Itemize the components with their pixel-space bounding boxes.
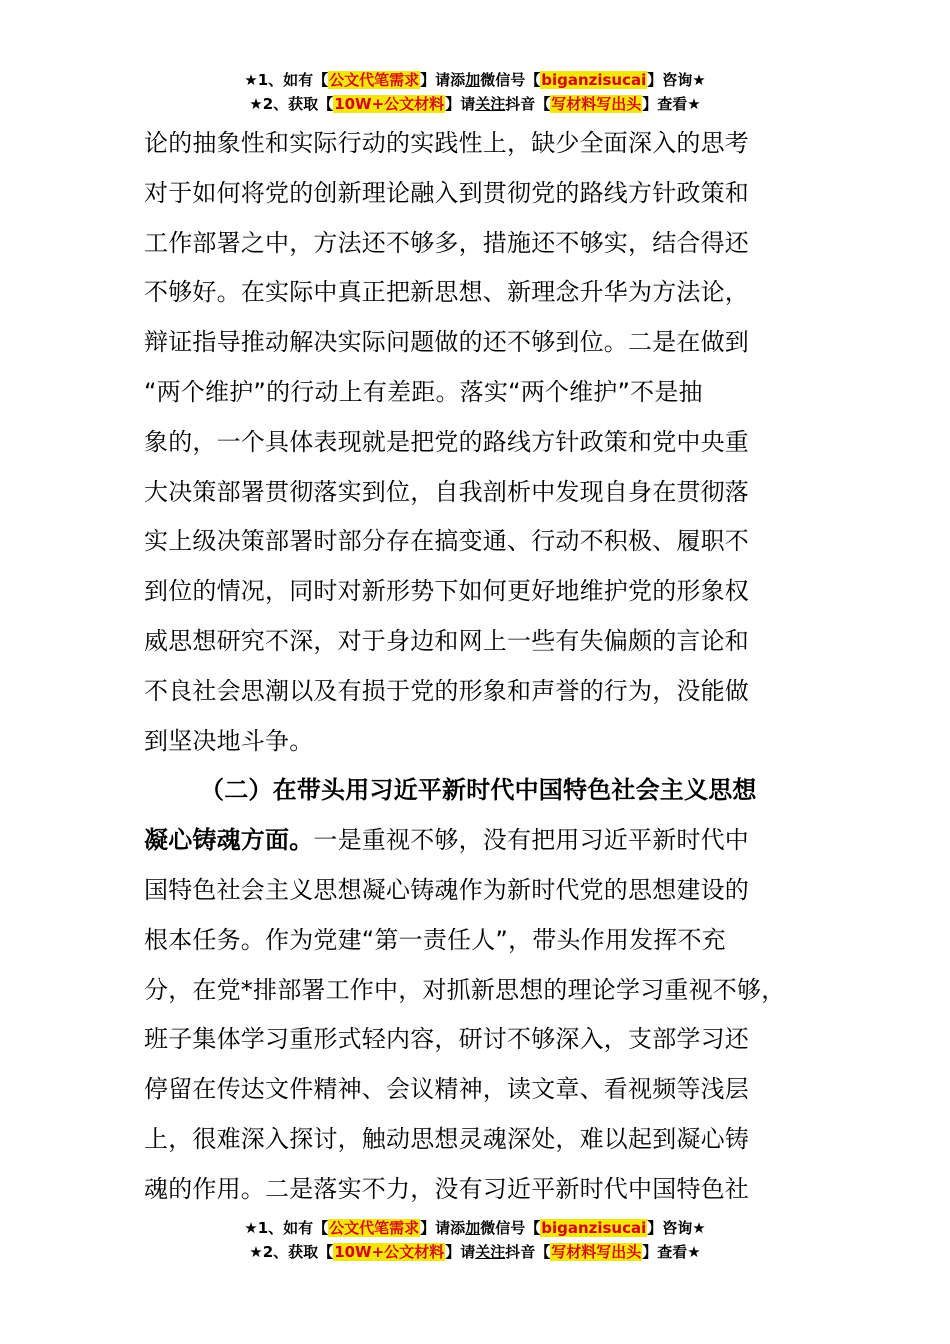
section-heading: （二）在带头用习近平新时代中国特色社会主义思想 (200, 776, 757, 805)
body-line: 停留在传达文件精神、会议精神，读文章、看视频等浅层 (144, 1075, 749, 1104)
highlight-wechat-id: biganzisucai (541, 1219, 647, 1237)
highlight-douyin: 写材料写出头 (551, 95, 642, 113)
body-line: 大决策部署贯彻落实到位，自我剖析中发现自身在贯彻落 (144, 477, 749, 506)
body-line: 不够好。在实际中真正把新思想、新理念升华为方法论， (144, 278, 749, 307)
body-line: 班子集体学习重形式轻内容，研讨不够深入，支部学习还 (144, 1025, 749, 1054)
body-line: 到位的情况，同时对新形势下如何更好地维护党的形象权 (144, 577, 749, 606)
body-line: 分，在党*排部署工作中，对抓新思想的理论学习重视不够， (144, 975, 786, 1004)
body-line: 实上级决策部署时部分存在搞变通、行动不积极、履职不 (144, 527, 749, 556)
highlight-service: 公文代笔需求 (329, 1219, 420, 1237)
highlight-materials: 10W+公文材料 (334, 1243, 445, 1261)
body-line: 魂的作用。二是落实不力，没有习近平新时代中国特色社 (144, 1174, 749, 1203)
body-line: 辩证指导推动解决实际问题做的还不够到位。二是在做到 (144, 328, 749, 357)
promo-line-1: ★1、如有【公文代笔需求】请添加微信号【biganzisucai】咨询★ (244, 1219, 706, 1237)
body-line: 威思想研究不深，对于身边和网上一些有失偏颇的言论和 (144, 626, 749, 655)
body-line: 象的，一个具体表现就是把党的路线方针政策和党中央重 (144, 427, 749, 456)
promo-line-1: ★1、如有【公文代笔需求】请添加微信号【biganzisucai】咨询★ (244, 71, 706, 89)
body-line: 论的抽象性和实际行动的实践性上，缺少全面深入的思考 (144, 129, 749, 157)
body-line: 上，很难深入探讨，触动思想灵魂深处，难以起到凝心铸 (144, 1124, 749, 1153)
body-line: 不良社会思潮以及有损于党的形象和声誉的行为，没能做 (144, 676, 749, 705)
body-line: 根本任务。作为党建“第一责任人”，带头作用发挥不充 (144, 925, 726, 954)
body-line: 工作部署之中，方法还不够多，措施还不够实，结合得还 (144, 228, 749, 257)
highlight-materials: 10W+公文材料 (334, 95, 445, 113)
body-line: 到坚决地斗争。 (144, 726, 314, 755)
promo-line-2: ★2、获取【10W+公文材料】请关注抖音【写材料写出头】查看★ (249, 95, 701, 113)
section-heading-continued: 凝心铸魂方面。一是重视不够，没有把用习近平新时代中 (144, 826, 750, 855)
body-line: 对于如何将党的创新理论融入到贯彻党的路线方针政策和 (144, 178, 749, 207)
footer-promo-banner (0, 1216, 950, 1264)
body-line: 国特色社会主义思想凝心铸魂作为新时代党的思想建设的 (144, 875, 749, 904)
promo-line-2: ★2、获取【10W+公文材料】请关注抖音【写材料写出头】查看★ (249, 1243, 701, 1261)
highlight-wechat-id: biganzisucai (541, 71, 647, 89)
section-heading-tail: 凝心铸魂方面。 (144, 826, 314, 855)
header-promo-banner (0, 68, 950, 116)
highlight-service: 公文代笔需求 (329, 71, 420, 89)
body-line: “两个维护”的行动上有差距。落实“两个维护”不是抽 (144, 377, 703, 406)
highlight-douyin: 写材料写出头 (551, 1243, 642, 1261)
document-body (144, 119, 834, 1215)
